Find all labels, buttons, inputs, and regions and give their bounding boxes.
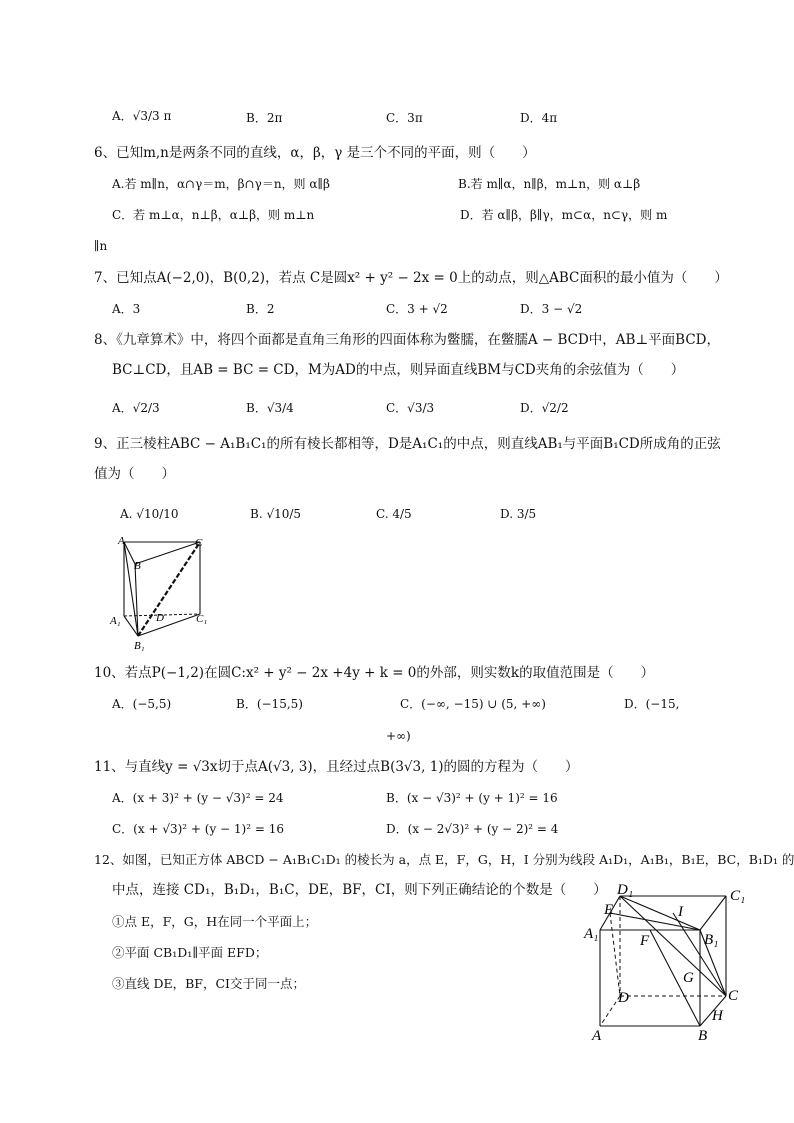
prism-label-d: D: [156, 612, 164, 624]
cube-label-i: I: [678, 904, 683, 920]
q10-option-b: B．(−15,5): [236, 697, 303, 711]
cube-label-b: B: [698, 1028, 708, 1044]
cube-label-d1: D₁: [617, 882, 634, 898]
q6-option-d: D．若 α∥β，β∥γ，m⊂α，n⊂γ，则 m: [460, 208, 668, 222]
prism-label-a1: A₁: [110, 615, 121, 627]
cube-label-h: H: [712, 1008, 723, 1024]
cube-label-b1: B₁: [704, 932, 719, 948]
cube-label-d: D: [618, 990, 629, 1006]
prism-label-b: B: [134, 560, 141, 572]
cube-label-f: F: [640, 933, 650, 949]
q5-option-c: C．3π: [386, 111, 423, 125]
q8-option-a: A．√2/3: [112, 401, 160, 415]
prism-label-b1: B₁: [134, 640, 145, 652]
q9-stem-line2: 值为（ ）: [94, 466, 175, 482]
q7-option-a: A．3: [112, 302, 141, 316]
q7-stem: 7、已知点A(−2,0)，B(0,2)，若点 C是圆x² + y² − 2x = 0上的动点，则△ABC面积的最小值为（ ）: [94, 270, 728, 286]
q6-option-b: B.若 m∥α，n∥β，m⊥n，则 α⊥β: [458, 177, 641, 191]
q5-option-a: A．√3/3 π: [112, 109, 172, 123]
q6-stem: 6、已知m,n是两条不同的直线，α，β，γ 是三个不同的平面，则（ ）: [94, 145, 536, 161]
q11-option-b: B．(x − √3)² + (y + 1)² = 16: [386, 791, 558, 805]
q7-option-c: C．3 + √2: [386, 302, 448, 316]
q8-option-b: B．√3/4: [246, 401, 294, 415]
q7-option-b: B．2: [246, 302, 275, 316]
cube-figure: [580, 878, 752, 1046]
q12-statement-3: ③直线 DE，BF，CI交于同一点；: [112, 976, 305, 991]
prism-label-a: A: [118, 535, 125, 547]
q7-option-d: D．3 − √2: [520, 302, 583, 316]
cube-label-e: E: [604, 902, 614, 918]
q10-stem: 10、若点P(−1,2)在圆C:x² + y² − 2x +4y + k = 0的外部，则实数k的取值范围是（ ）: [94, 665, 655, 681]
q10-option-c: C．(−∞, −15) ∪ (5, +∞): [400, 697, 546, 711]
q10-option-d: D．(−15,: [624, 697, 680, 711]
q8-option-d: D．√2/2: [520, 401, 569, 415]
q11-stem: 11、与直线y = √3x切于点A(√3, 3)，且经过点B(3√3, 1)的圆的方程为（ ）: [94, 759, 579, 775]
q11-option-d: D．(x − 2√3)² + (y − 2)² = 4: [386, 822, 559, 836]
q8-stem-line1: 8、《九章算术》中，将四个面都是直角三角形的四面体称为鳖臑，在鳖臑A − BCD中，AB⊥平面BCD，: [94, 332, 720, 348]
cube-label-c1: C₁: [730, 888, 746, 904]
q5-option-d: D．4π: [520, 111, 558, 125]
q11-option-a: A．(x + 3)² + (y − √3)² = 24: [112, 791, 284, 805]
q10-option-d-continued: +∞): [386, 729, 411, 743]
q5-option-b: B．2π: [246, 111, 283, 125]
prism-figure: [108, 534, 220, 654]
q12-stem-line1: 12、如图，已知正方体 ABCD − A₁B₁C₁D₁ 的棱长为 a，点 E，F，G，H，I 分别为线段 A₁D₁，A₁B₁，B₁E，BC，B₁D₁ 的: [94, 852, 794, 867]
prism-label-c: C: [195, 537, 203, 549]
prism-label-c1: C₁: [196, 613, 208, 625]
q9-stem-line1: 9、正三棱柱ABC − A₁B₁C₁的所有棱长都相等，D是A₁C₁的中点，则直线AB₁与平面B₁CD所成角的正弦: [94, 436, 721, 452]
cube-label-a: A: [592, 1028, 602, 1044]
cube-label-g: G: [683, 970, 694, 986]
q10-option-a: A．(−5,5): [112, 697, 172, 711]
q12-statement-2: ②平面 CB₁D₁∥平面 EFD；: [112, 945, 268, 960]
q9-option-b: B. √10/5: [250, 507, 302, 521]
q12-statement-1: ①点 E，F，G，H在同一个平面上；: [112, 914, 318, 929]
q8-stem-line2: BC⊥CD，且AB = BC = CD，M为AD的中点，则异面直线BM与CD夹角的余弦值为（ ）: [112, 362, 685, 378]
cube-label-c: C: [728, 988, 739, 1004]
cube-label-a1: A₁: [584, 926, 599, 942]
q9-option-c: C. 4/5: [376, 507, 412, 521]
q6-option-a: A.若 m∥n，α∩γ＝m，β∩γ＝n，则 α∥β: [112, 177, 330, 191]
q12-stem-line2: 中点，连接 CD₁，B₁D₁，B₁C，DE，BF，CI，则下列正确结论的个数是（ ）: [112, 882, 607, 898]
q9-option-d: D. 3/5: [500, 507, 537, 521]
q6-option-d-continued: ∥n: [94, 239, 108, 253]
q9-option-a: A. √10/10: [120, 507, 179, 521]
q11-option-c: C．(x + √3)² + (y − 1)² = 16: [112, 822, 284, 836]
q8-option-c: C．√3/3: [386, 401, 435, 415]
q6-option-c: C．若 m⊥α，n⊥β，α⊥β，则 m⊥n: [112, 208, 315, 222]
